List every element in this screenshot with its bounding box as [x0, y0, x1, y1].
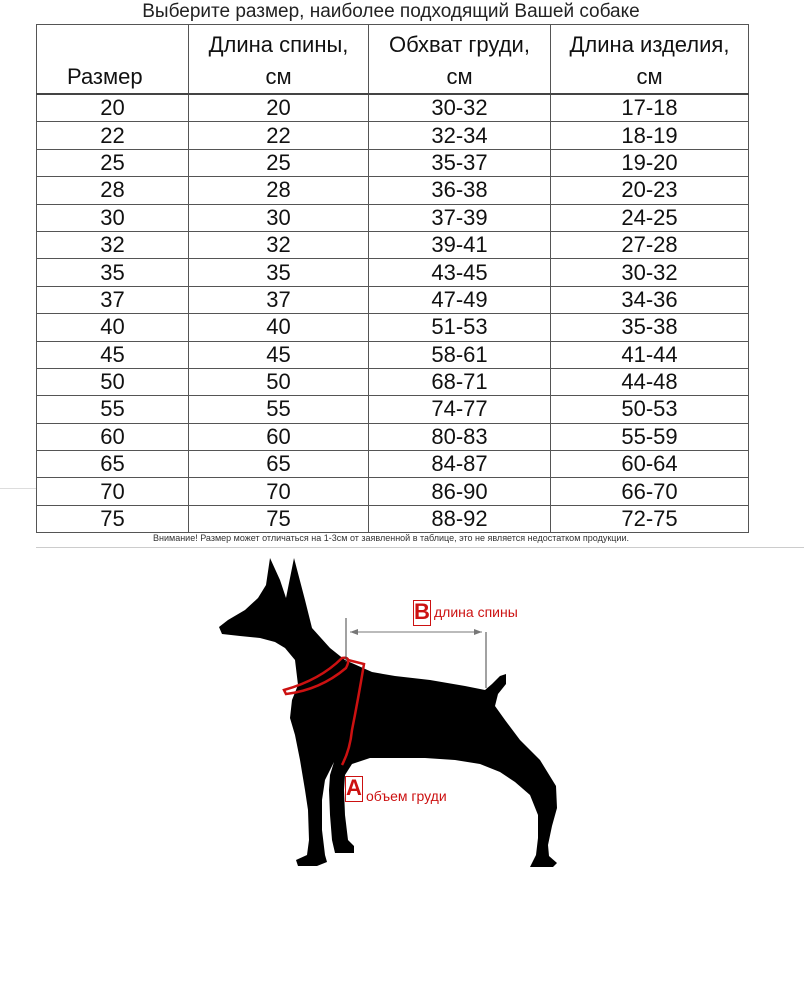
table-row: [37, 204, 749, 231]
cell-size: 32: [37, 231, 189, 258]
cell-size: 22: [37, 122, 189, 149]
header-product-length-line2: см: [636, 64, 663, 89]
table-row: [37, 396, 749, 423]
cell-product-length: 60-64: [551, 451, 749, 478]
cell-back-length: 25: [189, 149, 369, 176]
cell-size: 55: [37, 396, 189, 423]
cell-back-length: 70: [189, 478, 369, 505]
cell-back-length: 65: [189, 451, 369, 478]
cell-chest: 39-41: [369, 231, 551, 258]
label-back-length: длина спины: [434, 604, 518, 620]
cell-back-length: 35: [189, 259, 369, 286]
cell-size: 75: [37, 505, 189, 532]
label-a-letter: А: [346, 775, 362, 800]
cell-back-length: 22: [189, 122, 369, 149]
cell-product-length: 66-70: [551, 478, 749, 505]
table-row: [37, 341, 749, 368]
table-row: [37, 505, 749, 532]
header-product-length-line1: Длина изделия,: [569, 32, 730, 57]
cell-chest: 32-34: [369, 122, 551, 149]
cell-back-length: 32: [189, 231, 369, 258]
cell-back-length: 60: [189, 423, 369, 450]
cell-chest: 47-49: [369, 286, 551, 313]
table-row: [37, 478, 749, 505]
cell-chest: 36-38: [369, 177, 551, 204]
cell-size: 70: [37, 478, 189, 505]
header-chest: [369, 25, 551, 95]
page-title: Выберите размер, наиболее подходящий Вашей собаке: [142, 1, 640, 22]
header-back-length-line2: см: [265, 64, 292, 89]
cell-size: 65: [37, 451, 189, 478]
cell-back-length: 20: [189, 94, 369, 122]
cell-chest: 51-53: [369, 314, 551, 341]
cell-chest: 88-92: [369, 505, 551, 532]
cell-chest: 37-39: [369, 204, 551, 231]
cell-product-length: 18-19: [551, 122, 749, 149]
cell-size: 20: [37, 94, 189, 122]
cell-product-length: 30-32: [551, 259, 749, 286]
cell-chest: 68-71: [369, 368, 551, 395]
cell-product-length: 27-28: [551, 231, 749, 258]
table-row: [37, 314, 749, 341]
header-chest-line2: см: [446, 64, 473, 89]
cell-chest: 74-77: [369, 396, 551, 423]
cell-size: 50: [37, 368, 189, 395]
size-table: [36, 24, 749, 533]
arrow-head-right: [474, 629, 482, 635]
table-row: [37, 259, 749, 286]
cell-product-length: 34-36: [551, 286, 749, 313]
header-product-length: [551, 25, 749, 95]
table-body: [37, 94, 749, 533]
header-size: Размер: [37, 25, 189, 95]
table-row: [37, 286, 749, 313]
cell-size: 30: [37, 204, 189, 231]
cell-back-length: 37: [189, 286, 369, 313]
table-row: [37, 368, 749, 395]
label-b-letter: В: [414, 599, 430, 624]
cell-product-length: 72-75: [551, 505, 749, 532]
cell-chest: 58-61: [369, 341, 551, 368]
table-row: [37, 177, 749, 204]
cell-back-length: 40: [189, 314, 369, 341]
cell-back-length: 45: [189, 341, 369, 368]
cell-back-length: 30: [189, 204, 369, 231]
cell-back-length: 55: [189, 396, 369, 423]
cell-size: 25: [37, 149, 189, 176]
cell-product-length: 35-38: [551, 314, 749, 341]
header-back-length: [189, 25, 369, 95]
cell-back-length: 28: [189, 177, 369, 204]
cell-size: 40: [37, 314, 189, 341]
table-header-row: [37, 25, 749, 95]
table-row: [37, 451, 749, 478]
table-row: [37, 122, 749, 149]
cell-product-length: 24-25: [551, 204, 749, 231]
table-row: [37, 94, 749, 122]
table-row: [37, 149, 749, 176]
cell-size: 28: [37, 177, 189, 204]
header-chest-line1: Обхват груди,: [389, 32, 530, 57]
cell-chest: 43-45: [369, 259, 551, 286]
cell-chest: 80-83: [369, 423, 551, 450]
dog-measurement-diagram: [0, 548, 804, 1000]
cell-back-length: 50: [189, 368, 369, 395]
cell-size: 37: [37, 286, 189, 313]
cell-product-length: 19-20: [551, 149, 749, 176]
cell-size: 60: [37, 423, 189, 450]
cell-size: 35: [37, 259, 189, 286]
cell-back-length: 75: [189, 505, 369, 532]
cell-product-length: 50-53: [551, 396, 749, 423]
cell-product-length: 41-44: [551, 341, 749, 368]
table-row: [37, 423, 749, 450]
disclaimer-note: Внимание! Размер может отличаться на 1-3см от заявленной в таблице, это не является недостатком продукции.: [153, 533, 629, 543]
cell-chest: 30-32: [369, 94, 551, 122]
cell-chest: 35-37: [369, 149, 551, 176]
arrow-head-left: [350, 629, 358, 635]
cell-product-length: 44-48: [551, 368, 749, 395]
cell-product-length: 17-18: [551, 94, 749, 122]
header-back-length-line1: Длина спины,: [208, 32, 349, 57]
cell-chest: 86-90: [369, 478, 551, 505]
divider-left: [0, 488, 36, 489]
cell-product-length: 55-59: [551, 423, 749, 450]
label-chest: объем груди: [366, 788, 447, 804]
cell-chest: 84-87: [369, 451, 551, 478]
cell-size: 45: [37, 341, 189, 368]
table-row: [37, 231, 749, 258]
cell-product-length: 20-23: [551, 177, 749, 204]
